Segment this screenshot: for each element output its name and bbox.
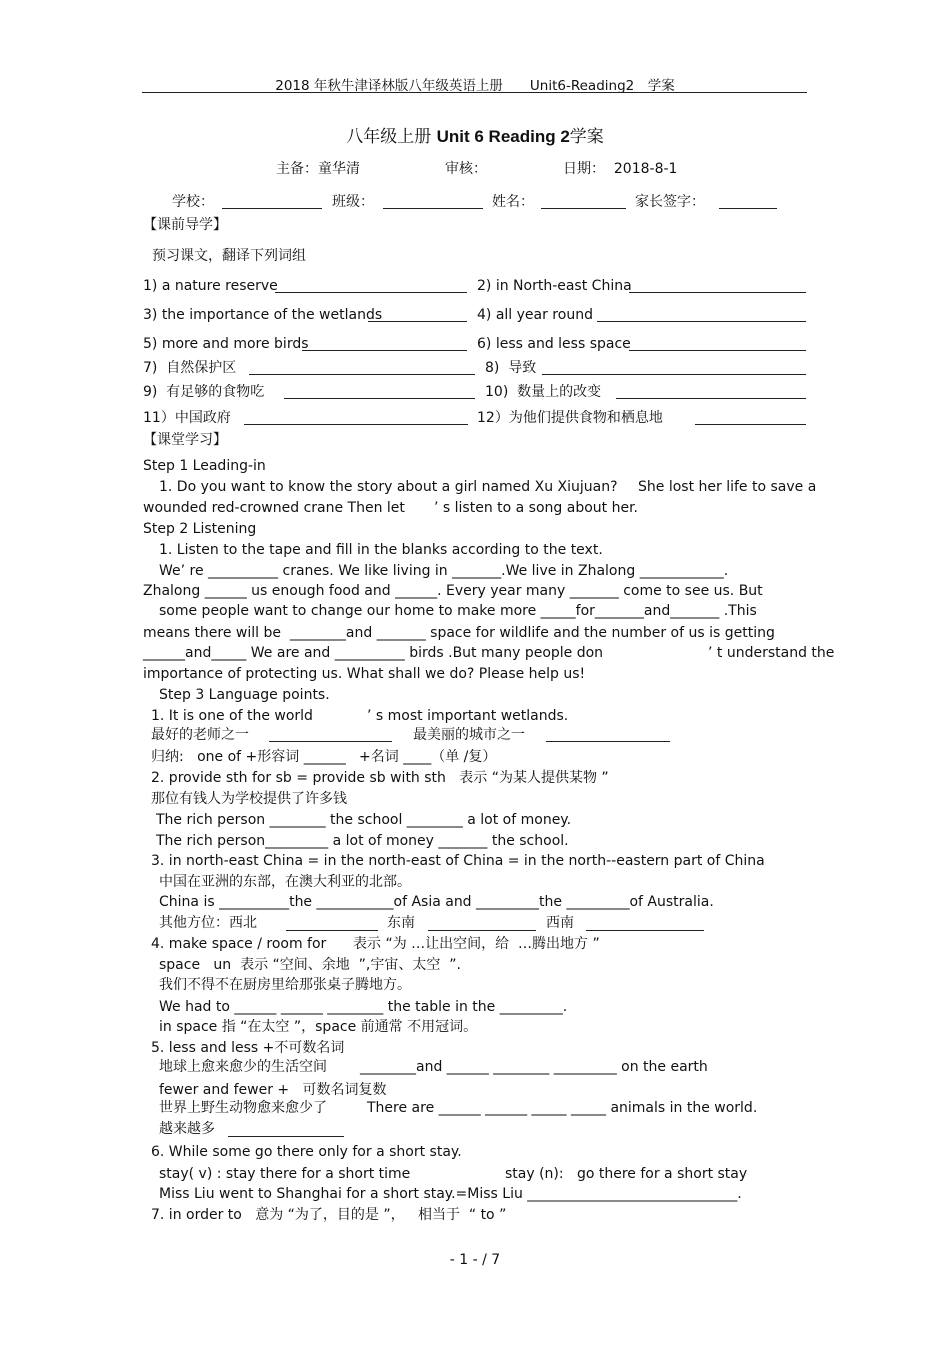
info-parent: 家长签字：: [635, 194, 705, 210]
lp2-b: 那位有钱人为学校提供了许多钱: [151, 791, 347, 807]
step1-heading: Step 1 Leading-in: [143, 458, 266, 474]
info-class: 班级：: [332, 194, 374, 210]
step2-line-c: Zhalong ______ us enough food and ______. Every year many _______ come to see us. But: [143, 583, 763, 599]
lp5-b: 地球上愈来愈少的生活空间: [159, 1059, 327, 1075]
phrase-6: 6) less and less space: [477, 336, 631, 352]
lp6-c: stay (n): go there for a short stay: [505, 1166, 748, 1182]
phrase-5-blank[interactable]: [302, 350, 467, 351]
lp1: 1. It is one of the world: [151, 708, 313, 724]
lp1-c: 最好的老师之一: [151, 727, 249, 743]
phrase-7-blank[interactable]: [249, 374, 475, 375]
phrase-11: 11）中国政府: [143, 410, 231, 426]
lp4: 4. make space / room for 表示 “为 …让出空间，给 …腾出地方 ”: [151, 936, 600, 952]
phrase-9: 9) 有足够的食物吃: [143, 384, 265, 400]
info-name: 姓名：: [492, 194, 534, 210]
page-title: [0, 126, 950, 148]
info-school: 学校：: [172, 194, 214, 210]
step1-line-b: She lost her life to save a: [638, 479, 817, 495]
lp6: 6. While some go there only for a short stay.: [151, 1144, 462, 1160]
lp5-d: fewer and fewer + 可数名词复数: [159, 1082, 387, 1098]
phrase-4: 4) all year round: [477, 307, 593, 323]
lp3-d: 其他方位：西北: [159, 915, 257, 931]
phrase-3-blank[interactable]: [368, 321, 467, 322]
school-blank[interactable]: [222, 208, 322, 209]
phrase-10: 10) 数量上的改变: [485, 384, 602, 400]
lp4-d: We had to ______ ______ ________ the table in the _________.: [159, 999, 568, 1015]
step2-line-g: ’ t understand the: [708, 645, 835, 661]
lp7: 7. in order to 意为 “为了，目的是 ”， 相当于 “ to ”: [151, 1207, 507, 1223]
phrase-2-blank[interactable]: [629, 292, 806, 293]
meta-author: 主备：童华清: [276, 161, 360, 177]
lp5-c: ________and ______ ________ _________ on the earth: [360, 1059, 708, 1075]
phrase-12-blank[interactable]: [695, 424, 806, 425]
lp6-b: stay( v) : stay there for a short time: [159, 1166, 411, 1182]
lp1-e: 归纳: one of +形容词 ______ +名词 ____（单 /复）: [151, 749, 497, 765]
phrase-8: 8) 导致: [485, 360, 537, 376]
lp3: 3. in north-east China = in the north-east of China = in the north--eastern part of China: [151, 853, 765, 869]
phrase-5: 5) more and more birds: [143, 336, 309, 352]
step1-line-c: wounded red-crowned crane Then let: [143, 500, 405, 516]
step1-line-d: ’ s listen to a song about her.: [434, 500, 638, 516]
header-rule: [142, 92, 807, 93]
step1-line-a: 1. Do you want to know the story about a girl named Xu Xiujuan?: [159, 479, 618, 495]
lp4-b: space un 表示 “空间、余地 ”,宇宙、太空 ”.: [159, 957, 461, 973]
step2-line-d: some people want to change our home to make more _____for_______and_______ .This: [159, 603, 757, 619]
lp3-b: 中国在亚洲的东部，在澳大利亚的北部。: [159, 874, 411, 890]
parent-blank[interactable]: [719, 208, 777, 209]
lp3-f: 西南: [546, 915, 574, 931]
pre-instruction: 预习课文，翻译下列词组: [152, 248, 306, 264]
lp4-e: in space 指 “在太空 ”，space 前通常 不用冠词。: [159, 1019, 478, 1035]
name-blank[interactable]: [541, 208, 626, 209]
phrase-7: 7) 自然保护区: [143, 360, 237, 376]
lp3-d-blank[interactable]: [286, 930, 378, 931]
phrase-10-blank[interactable]: [616, 398, 806, 399]
lp1-b: ’ s most important wetlands.: [367, 708, 569, 724]
phrase-3: 3) the importance of the wetlands: [143, 307, 383, 323]
step2-line-b: We’ re __________ cranes. We like living in _______.We live in Zhalong ____________.: [159, 563, 729, 579]
step2-line-e: means there will be ________and _______ space for wildlife and the number of us is getting: [143, 625, 775, 641]
phrase-1-blank[interactable]: [275, 292, 467, 293]
step2-heading: Step 2 Listening: [143, 521, 257, 537]
lp2-d: The rich person_________ a lot of money _______ the school.: [156, 833, 569, 849]
lp3-e-blank[interactable]: [428, 930, 536, 931]
lp2: 2. provide sth for sb = provide sb with sth 表示 “为某人提供某物 ”: [151, 770, 609, 786]
running-header: 2018 年秋牛津译林版八年级英语上册 Unit6-Reading2 学案: [275, 78, 675, 94]
section-pre-class: 【课前导学】: [143, 217, 227, 233]
lp2-c: The rich person ________ the school ________ a lot of money.: [156, 812, 572, 828]
title-en: Unit 6 Reading 2: [436, 127, 570, 146]
step2-line-f: ______and_____ We are and __________ birds .But many people don: [143, 645, 604, 661]
phrase-12: 12）为他们提供食物和栖息地: [477, 410, 663, 426]
lp1-c-blank[interactable]: [269, 741, 392, 742]
meta-date: 日期： 2018-8-1: [563, 161, 678, 177]
lp3-c: China is __________the ___________of Asia and _________the _________of Australia.: [159, 894, 714, 910]
lp5: 5. less and less +不可数名词: [151, 1040, 345, 1056]
class-blank[interactable]: [383, 208, 483, 209]
step2-line-a: 1. Listen to the tape and fill in the blanks according to the text.: [159, 542, 603, 558]
phrase-4-blank[interactable]: [597, 321, 806, 322]
lp4-c: 我们不得不在厨房里给那张桌子腾地方。: [159, 977, 411, 993]
phrase-8-blank[interactable]: [542, 374, 806, 375]
phrase-6-blank[interactable]: [629, 350, 806, 351]
lp5-g: 越来越多: [159, 1121, 215, 1137]
title-cn: 八年级上册: [346, 127, 432, 147]
step2-line-h: importance of protecting us. What shall we do? Please help us!: [143, 666, 586, 682]
lp3-e: 东南: [387, 915, 415, 931]
phrase-1: 1) a nature reserve: [143, 278, 278, 294]
phrase-2: 2) in North-east China: [477, 278, 632, 294]
lp5-g-blank[interactable]: [228, 1136, 344, 1137]
lp6-d: Miss Liu went to Shanghai for a short stay.=Miss Liu ______________________________.: [159, 1186, 742, 1202]
page-number: - 1 - / 7: [449, 1252, 501, 1268]
lp3-f-blank[interactable]: [586, 930, 704, 931]
lp1-d-blank[interactable]: [546, 741, 670, 742]
title-suffix: 学案: [569, 127, 604, 147]
phrase-11-blank[interactable]: [244, 424, 468, 425]
lp5-f: There are ______ ______ _____ _____ animals in the world.: [367, 1100, 758, 1116]
step3-heading: Step 3 Language points.: [159, 687, 330, 703]
lp1-d: 最美丽的城市之一: [413, 727, 525, 743]
phrase-9-blank[interactable]: [284, 398, 475, 399]
meta-reviewer: 审核：: [445, 161, 487, 177]
lp5-e: 世界上野生动物愈来愈少了: [159, 1100, 327, 1116]
section-in-class: 【课堂学习】: [143, 432, 227, 448]
